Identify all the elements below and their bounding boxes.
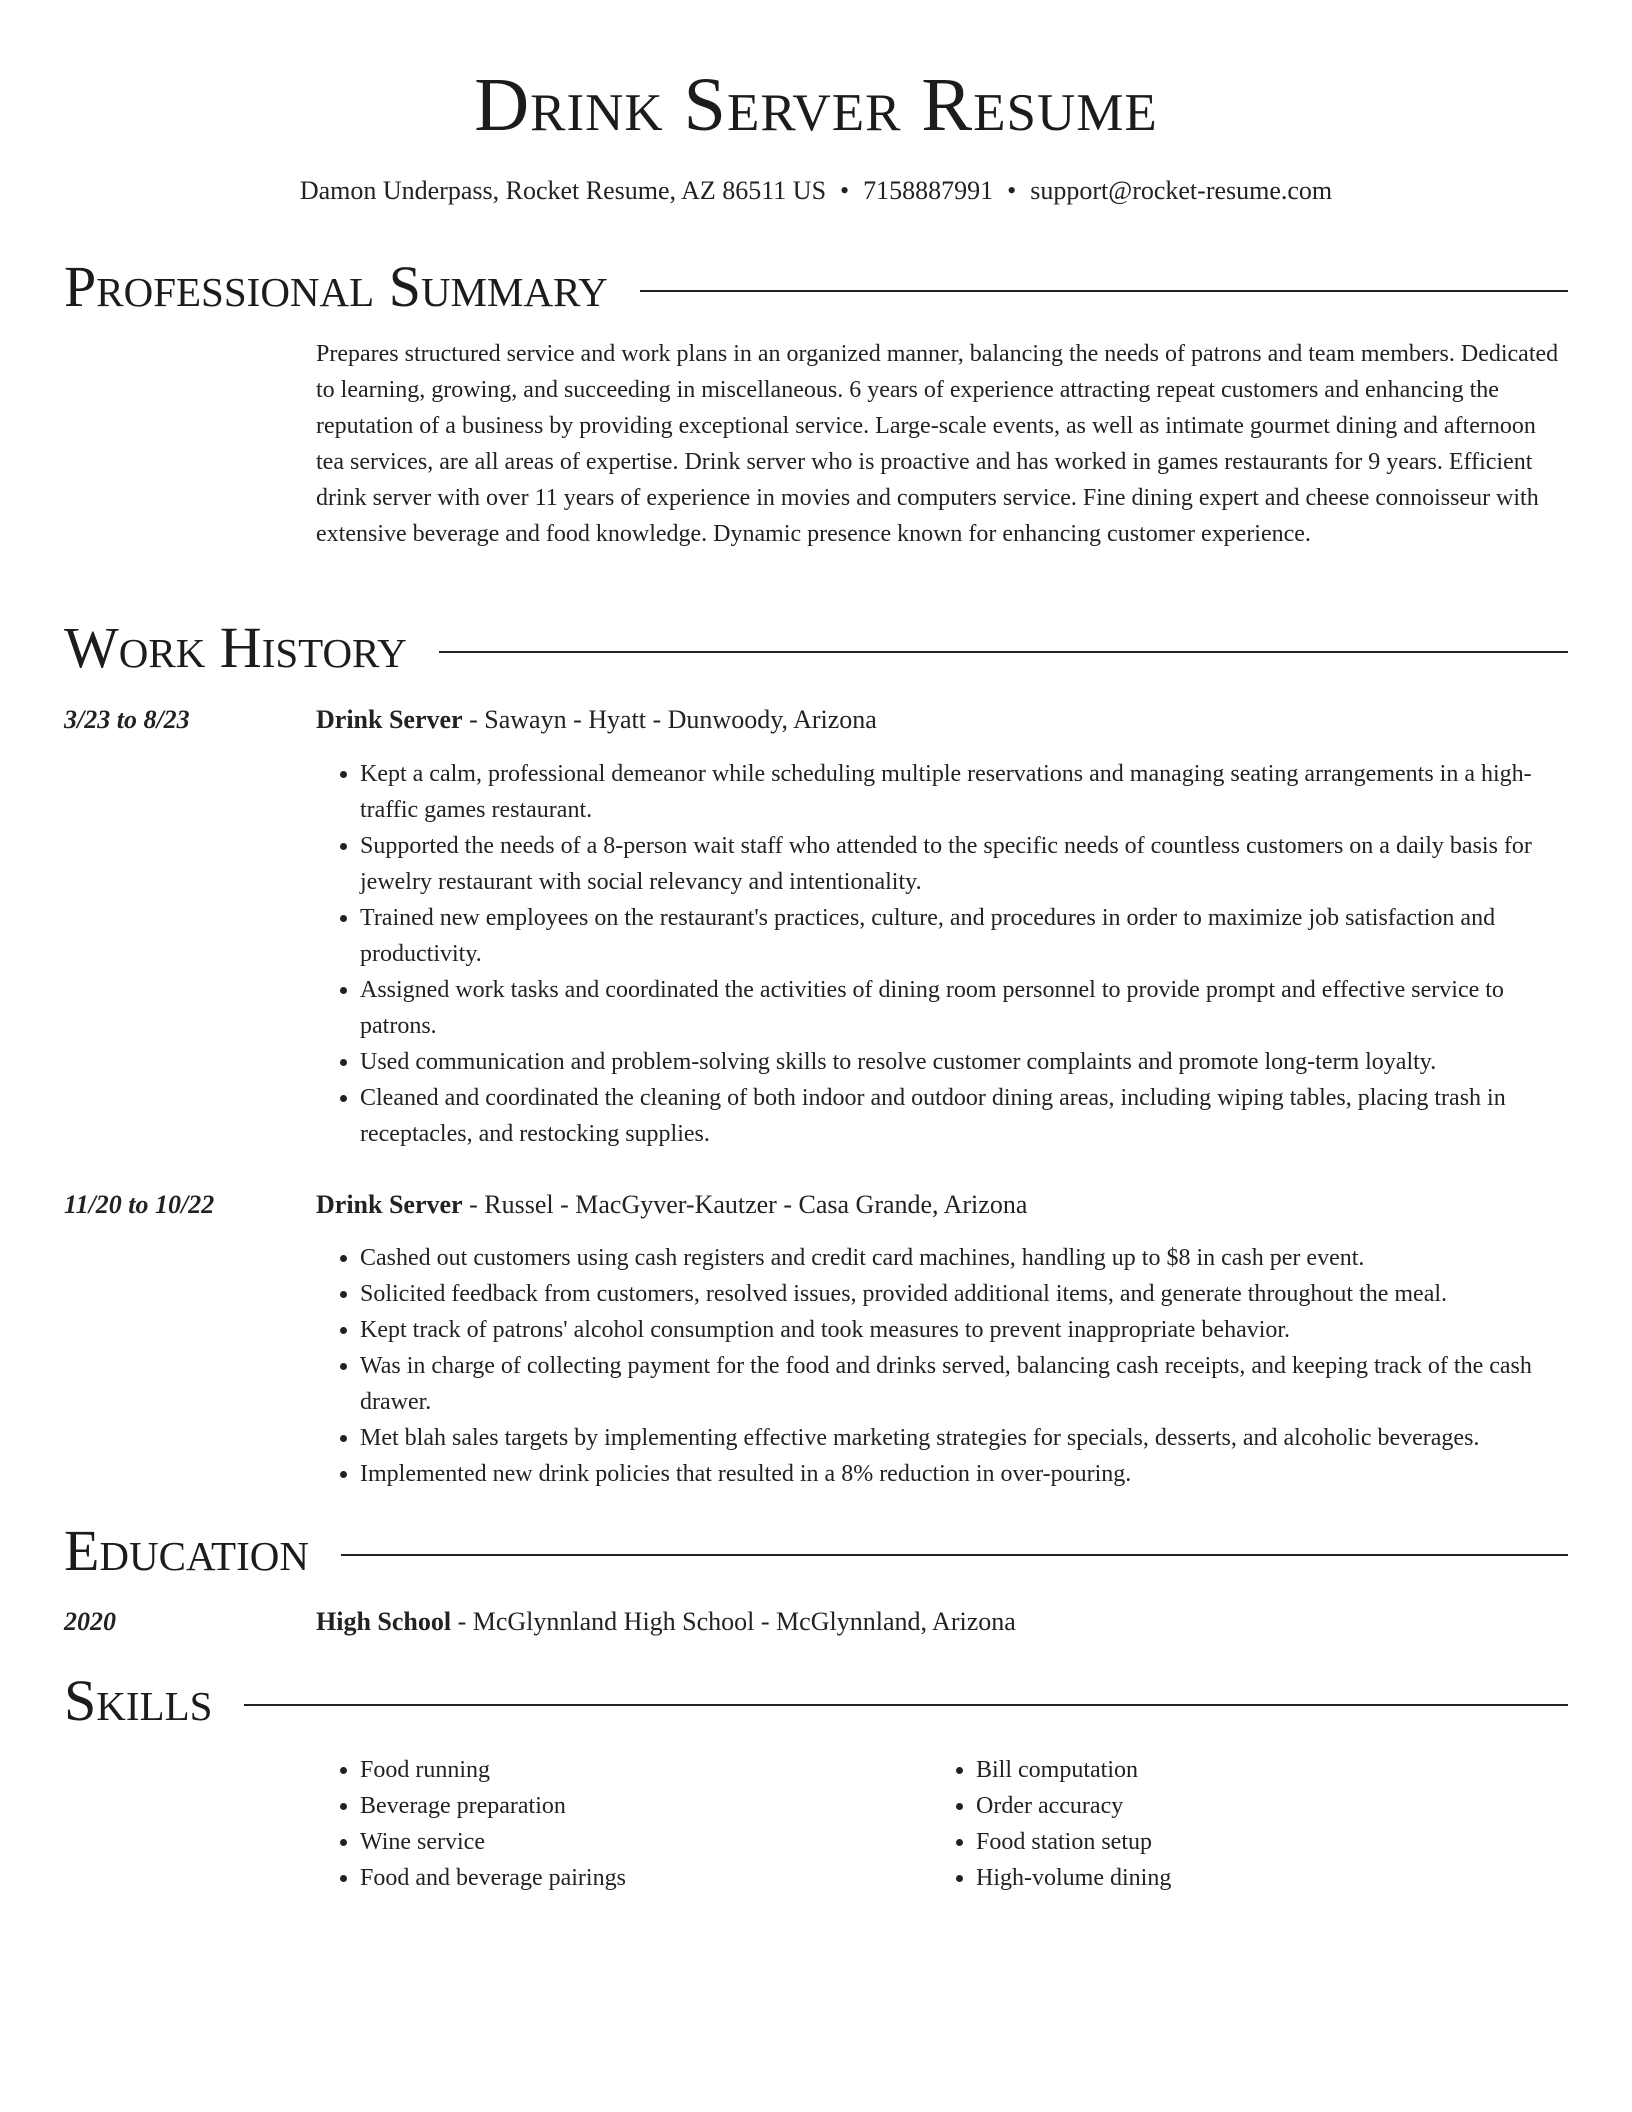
skills-list-right (932, 1752, 1536, 1896)
skills-list-left (316, 1752, 920, 1896)
list-item: • Solicited feedback from customers, resolved issues, provided additional items, and generate throughout the meal. (360, 1276, 1568, 1312)
contact-phone: 7158887991 (863, 176, 994, 205)
list-item: • Assigned work tasks and coordinated the activities of dining room personnel to provide prompt and effective service to patrons. (360, 972, 1568, 1044)
job-details: - Sawayn - Hyatt - Dunwoody, Arizona (462, 705, 877, 734)
job-bullets (316, 756, 1568, 1152)
work-section-header (64, 616, 1568, 680)
list-item: • Wine service (360, 1824, 920, 1860)
job-title: Drink Server (316, 705, 463, 734)
summary-section-header (64, 255, 1568, 319)
list-item: • Met blah sales targets by implementing effective marketing strategies for specials, desserts, and alcoholic beverages. (360, 1420, 1568, 1456)
list-item: • Cashed out customers using cash registers and credit card machines, handling up to $8 in cash per event. (360, 1240, 1568, 1276)
list-item: • Beverage preparation (360, 1788, 920, 1824)
job-dates: 3/23 to 8/23 (64, 705, 190, 734)
job-details: - Russel - MacGyver-Kautzer - Casa Grande, Arizona (462, 1190, 1028, 1219)
list-item: • Kept a calm, professional demeanor while scheduling multiple reservations and managing seating arrangements in a high-traffic games restaurant. (360, 756, 1568, 828)
work-heading: Work History (64, 615, 407, 680)
section-divider (244, 1704, 1568, 1706)
contact-address: Damon Underpass, Rocket Resume, AZ 86511 US (299, 176, 827, 205)
contact-line (0, 174, 1632, 208)
education-degree: High School (316, 1607, 452, 1636)
summary-heading: Professional Summary (64, 254, 608, 319)
summary-text: Prepares structured service and work plans in an organized manner, balancing the needs of patrons and team members. Dedicated to learning, growing, and succeeding in miscellaneous. 6 years of experience attracting repeat customers and enhancing the reputation of a business by providing exceptional service. Large-scale events, as well as intimate gourmet dining and afternoon tea services, are all areas of expertise. Drink server who is proactive and has worked in games restaurants for 9 years. Efficient drink server with over 11 years of experience in movies and computers service. Fine dining expert and cheese connoisseur with extensive beverage and food knowledge. Dynamic presence known for enhancing customer experience. (316, 341, 1559, 547)
list-item: • Used communication and problem-solving skills to resolve customer complaints and promote long-term loyalty. (360, 1044, 1568, 1080)
list-item: • Was in charge of collecting payment for the food and drinks served, balancing cash receipts, and keeping track of the cash drawer. (360, 1348, 1568, 1420)
list-item: • Kept track of patrons' alcohol consumption and took measures to prevent inappropriate behavior. (360, 1312, 1568, 1348)
skills-heading: Skills (64, 1668, 213, 1733)
job-title: Drink Server (316, 1190, 463, 1219)
section-divider (439, 651, 1568, 653)
job-heading (316, 1187, 1568, 1223)
skills-section-header (64, 1669, 1568, 1733)
job-dates: 11/20 to 10/22 (64, 1190, 215, 1219)
list-item: • Food station setup (976, 1824, 1536, 1860)
job-bullets (316, 1240, 1568, 1492)
list-item: • Order accuracy (976, 1788, 1536, 1824)
education-details: - McGlynnland High School - McGlynnland, Arizona (451, 1607, 1016, 1636)
list-item: • Trained new employees on the restaurant's practices, culture, and procedures in order to maximize job satisfaction and productivity. (360, 900, 1568, 972)
education-line (316, 1604, 1568, 1640)
job-heading (316, 702, 1568, 738)
list-item: • Supported the needs of a 8-person wait staff who attended to the specific needs of countless customers on a daily basis for jewelry restaurant with social relevancy and intentionality. (360, 828, 1568, 900)
section-divider (341, 1554, 1568, 1556)
education-year: 2020 (64, 1607, 116, 1636)
list-item: • Food and beverage pairings (360, 1860, 920, 1896)
list-item: • Food running (360, 1752, 920, 1788)
list-item: • High-volume dining (976, 1860, 1536, 1896)
education-section-header (64, 1519, 1568, 1583)
resume-title: Drink Server Resume (474, 63, 1158, 147)
contact-separator: • (840, 176, 850, 205)
list-item: • Cleaned and coordinated the cleaning of both indoor and outdoor dining areas, including wiping tables, placing trash in receptacles, and restocking supplies. (360, 1080, 1568, 1152)
section-divider (640, 290, 1568, 292)
education-heading: Education (64, 1518, 309, 1583)
list-item: • Bill computation (976, 1752, 1536, 1788)
contact-email: support@rocket-resume.com (1030, 176, 1333, 205)
list-item: • Implemented new drink policies that resulted in a 8% reduction in over-pouring. (360, 1456, 1568, 1492)
contact-separator: • (1007, 176, 1017, 205)
